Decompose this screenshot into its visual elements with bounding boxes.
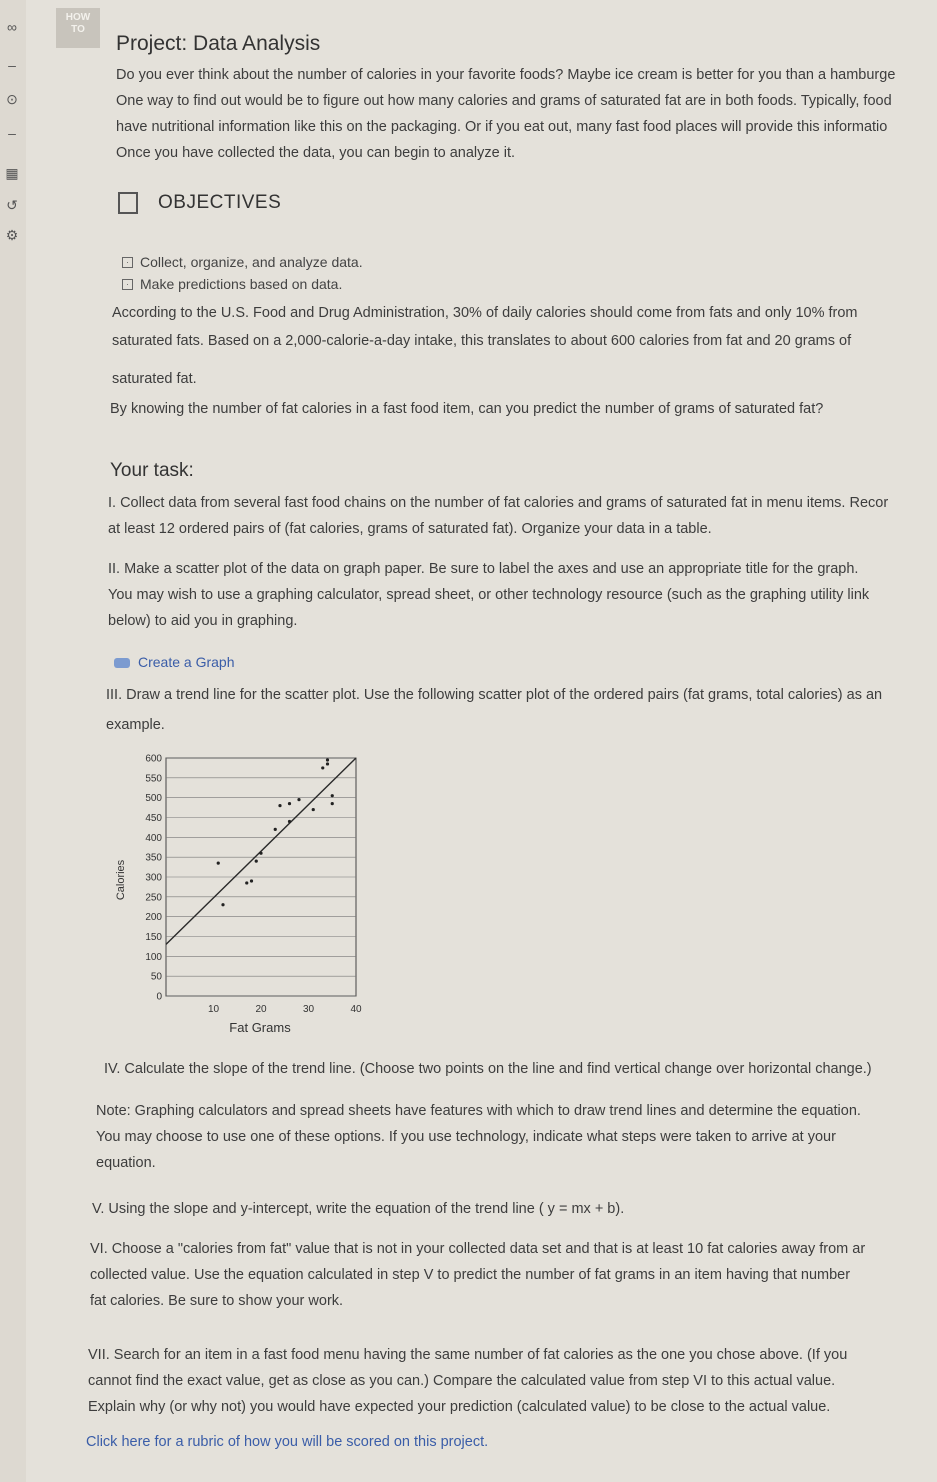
- scatter-point: [331, 802, 334, 805]
- create-graph-label: Create a Graph: [138, 654, 235, 670]
- scatter-point: [245, 881, 248, 884]
- scatter-point: [288, 820, 291, 823]
- step7-line-2: cannot find the exact value, get as close as you can.) Compare the calculated value from step VI to this actual value.: [88, 1373, 836, 1389]
- rubric-link[interactable]: Click here for a rubric of how you will be scored on this project.: [86, 1434, 489, 1450]
- objective-text: Collect, organize, and analyze data.: [140, 254, 363, 270]
- y-axis-label: Calories: [115, 859, 127, 901]
- scatter-point: [274, 828, 277, 831]
- scatter-point: [288, 802, 291, 805]
- step2-line-1: II. Make a scatter plot of the data on graph paper. Be sure to label the axes and use an appropriate title for the graph.: [108, 561, 859, 577]
- y-tick-label: 450: [145, 813, 162, 824]
- intro-line-2: One way to find out would be to figure out how many calories and grams of saturated fat are in both foods. Typically, food: [116, 93, 892, 109]
- step2-line-2: You may wish to use a graphing calculator, spread sheet, or other technology resource (such as the graphing utility link: [108, 587, 870, 603]
- checkbox-icon: ·: [122, 279, 133, 290]
- fda-line-3: saturated fat.: [112, 371, 197, 387]
- objective-item: [122, 276, 342, 292]
- y-tick-label: 600: [145, 753, 162, 765]
- scatter-point: [255, 860, 258, 863]
- step6-line-2: collected value. Use the equation calculated in step V to predict the number of fat grams in an item having that number: [90, 1267, 851, 1283]
- y-tick-label: 100: [145, 951, 162, 963]
- scatter-point: [312, 808, 315, 811]
- step1-line-1: I. Collect data from several fast food chains on the number of fat calories and grams of saturated fat in menu items. Recor: [108, 495, 889, 511]
- note-line-1: Note: Graphing calculators and spread sheets have features with which to draw trend lines and determine the equation.: [96, 1103, 861, 1119]
- step7-line-1: VII. Search for an item in a fast food menu having the same number of fat calories as the one you chose above. (If you: [88, 1347, 848, 1363]
- intro-line-3: have nutritional information like this on the packaging. Or if you eat out, many fast food places will provide this informatio: [116, 119, 888, 135]
- x-axis-label: Fat Grams: [229, 1020, 291, 1035]
- scatter-point: [297, 798, 300, 801]
- y-tick-label: 0: [156, 991, 162, 1003]
- minus-icon[interactable]: –: [8, 125, 16, 141]
- step2-line-3: below) to aid you in graphing.: [108, 613, 298, 629]
- step3-line-2: example.: [106, 717, 165, 733]
- objective-text: Make predictions based on data.: [140, 276, 343, 292]
- y-tick-label: 400: [145, 832, 162, 844]
- y-tick-label: 200: [145, 912, 162, 924]
- scatter-point: [326, 762, 329, 765]
- step6-line-3: fat calories. Be sure to show your work.: [90, 1293, 344, 1309]
- scatter-point: [259, 852, 262, 855]
- minus-icon[interactable]: –: [8, 57, 16, 73]
- settings-icon[interactable]: ⚙: [5, 227, 19, 243]
- objectives-label: OBJECTIVES: [158, 192, 282, 213]
- step3-line-1: III. Draw a trend line for the scatter plot. Use the following scatter plot of the ordered pairs (fat grams, total calories) as an: [106, 687, 883, 703]
- fda-line-1: According to the U.S. Food and Drug Administration, 30% of daily calories should come from fats and only 10% from: [112, 305, 858, 321]
- graph-link-icon: [114, 658, 130, 668]
- scatter-point: [321, 766, 324, 769]
- scatter-point: [250, 879, 253, 882]
- x-tick-label: 20: [255, 1004, 267, 1015]
- step4-text: IV. Calculate the slope of the trend line. (Choose two points on the line and find vertical change over horizontal change.): [104, 1061, 872, 1077]
- y-tick-label: 250: [145, 892, 162, 904]
- y-tick-label: 350: [145, 852, 162, 864]
- badge-line2: TO: [71, 24, 85, 35]
- y-tick-labels: [145, 754, 162, 1003]
- badge-line1: HOW: [65, 12, 91, 23]
- link-icon[interactable]: ∞: [7, 19, 17, 35]
- y-tick-label: 550: [145, 773, 162, 785]
- x-tick-label: 30: [302, 1004, 315, 1015]
- step1-line-2: at least 12 ordered pairs of (fat calories, grams of saturated fat). Organize your data in a table.: [108, 521, 712, 537]
- note-line-2: You may choose to use one of these options. If you use technology, indicate what steps were taken to arrive at your: [96, 1129, 836, 1145]
- y-tick-label: 300: [145, 872, 162, 884]
- scatter-point: [217, 862, 220, 865]
- fda-line-2: saturated fats. Based on a 2,000-calorie-a-day intake, this translates to about 600 calories from fat and 20 grams of: [112, 333, 852, 349]
- grid-icon[interactable]: ▦: [5, 165, 19, 181]
- scatter-point: [326, 758, 329, 761]
- scatter-points: [217, 758, 334, 906]
- intro-line-1: Do you ever think about the number of calories in your favorite foods? Maybe ice cream is better for you than a hamburge: [116, 67, 896, 83]
- task-heading: Your task:: [110, 460, 194, 481]
- objective-item: [122, 254, 363, 270]
- chart-grid: [166, 758, 356, 996]
- scatter-plot-chart: [108, 748, 378, 1043]
- x-tick-labels: [208, 1004, 362, 1015]
- undo-icon[interactable]: ↺: [6, 197, 18, 213]
- x-tick-label: 10: [207, 1004, 220, 1015]
- scatter-point: [221, 903, 224, 906]
- step7-line-3: Explain why (or why not) you would have expected your prediction (calculated value) to be close to the actual value.: [88, 1399, 831, 1415]
- y-tick-label: 50: [150, 971, 162, 983]
- objectives-heading: [118, 192, 281, 214]
- objectives-box-icon: [118, 192, 138, 214]
- question-text: By knowing the number of fat calories in a fast food item, can you predict the number of grams of saturated fat?: [110, 401, 824, 417]
- y-tick-label: 150: [145, 932, 162, 943]
- step6-line-1: VI. Choose a "calories from fat" value that is not in your collected data set and that is at least 10 fat calories away from ar: [90, 1241, 866, 1257]
- y-tick-label: 500: [145, 793, 162, 805]
- create-graph-link[interactable]: [114, 654, 235, 670]
- page-title: Project: Data Analysis: [116, 32, 321, 55]
- checkbox-icon: ·: [122, 257, 133, 268]
- scatter-point: [278, 804, 281, 807]
- note-line-3: equation.: [96, 1155, 156, 1171]
- intro-line-4: Once you have collected the data, you can begin to analyze it.: [116, 145, 516, 161]
- x-tick-label: 40: [350, 1004, 362, 1015]
- scatter-point: [331, 794, 334, 797]
- circle-icon[interactable]: ⊙: [6, 91, 18, 107]
- step5-text: V. Using the slope and y-intercept, write the equation of the trend line ( y = mx + b).: [92, 1201, 625, 1217]
